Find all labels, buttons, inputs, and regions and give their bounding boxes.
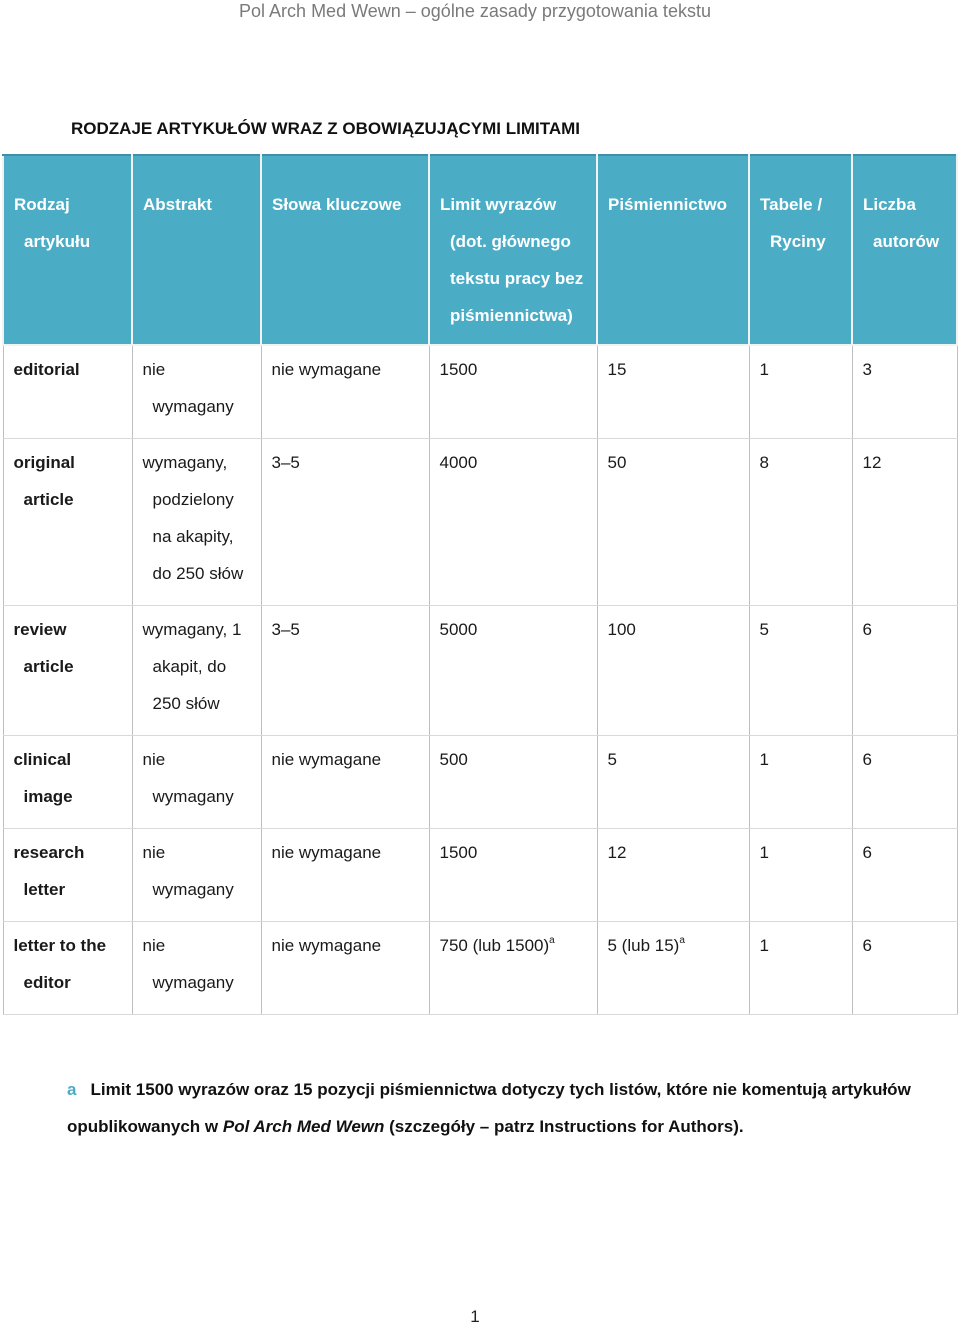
- cell-abstract: nie wymagany: [132, 828, 261, 921]
- cell-authors: 3: [852, 345, 957, 438]
- table-row: [3, 921, 957, 1014]
- cell-keywords: nie wymagane: [261, 921, 429, 1014]
- col-header-authors: Liczba autorów: [852, 155, 957, 345]
- table-header-row: [3, 155, 957, 345]
- footnote-text-end: (szczegóły – patrz Instructions for Authors).: [384, 1117, 744, 1136]
- page-number: 1: [470, 1307, 480, 1326]
- cell-tables: 1: [749, 921, 852, 1014]
- footnote-text: Limit 1500 wyrazów oraz 15 pozycji piśmiennictwa dotyczy tych listów, które nie komentują artykułów opublikowanych w: [67, 1080, 911, 1136]
- cell-word-limit: 1500: [429, 828, 597, 921]
- col-header-keywords: Słowa kluczowe: [261, 155, 429, 345]
- cell-type: review article: [3, 605, 132, 735]
- cell-abstract: wymagany, 1 akapit, do 250 słów: [132, 605, 261, 735]
- cell-type: original article: [3, 438, 132, 605]
- cell-tables: 1: [749, 735, 852, 828]
- cell-type: editorial: [3, 345, 132, 438]
- cell-abstract: nie wymagany: [132, 735, 261, 828]
- cell-word-limit: 1500: [429, 345, 597, 438]
- cell-word-limit: 500: [429, 735, 597, 828]
- cell-type: clinical image: [3, 735, 132, 828]
- cell-keywords: 3–5: [261, 605, 429, 735]
- article-limits-table: [2, 154, 958, 1015]
- cell-abstract: wymagany, podzielony na akapity, do 250 słów: [132, 438, 261, 605]
- journal-name: Pol Arch Med Wewn: [222, 1117, 385, 1136]
- cell-authors: 6: [852, 605, 957, 735]
- footnote-ref: a: [679, 934, 685, 946]
- col-header-type: Rodzaj artykułu: [3, 155, 132, 345]
- cell-word-limit: 5000: [429, 605, 597, 735]
- cell-references: 5 (lub 15)$^a$: [597, 921, 749, 1014]
- cell-authors: 6: [852, 735, 957, 828]
- running-header: Pol Arch Med Wewn – ogólne zasady przygotowania tekstu: [239, 1, 711, 21]
- footnote-mark: a: [67, 1080, 77, 1099]
- cell-authors: 12: [852, 438, 957, 605]
- table-row: [3, 438, 957, 605]
- cell-abstract: nie wymagany: [132, 921, 261, 1014]
- cell-references: 100: [597, 605, 749, 735]
- cell-authors: 6: [852, 828, 957, 921]
- section-title: RODZAJE ARTYKUŁÓW WRAZ Z OBOWIĄZUJĄCYMI LIMITAMI: [71, 119, 581, 138]
- cell-references: 15: [597, 345, 749, 438]
- cell-keywords: nie wymagane: [261, 828, 429, 921]
- col-header-tables: Tabele / Ryciny: [749, 155, 852, 345]
- cell-abstract: nie wymagany: [132, 345, 261, 438]
- cell-tables: 1: [749, 345, 852, 438]
- cell-references: 5: [597, 735, 749, 828]
- table-row: [3, 735, 957, 828]
- cell-authors: 6: [852, 921, 957, 1014]
- cell-word-limit: 4000: [429, 438, 597, 605]
- table-row: [3, 605, 957, 735]
- table-row: [3, 828, 957, 921]
- cell-type: research letter: [3, 828, 132, 921]
- cell-keywords: nie wymagane: [261, 735, 429, 828]
- footnote: [67, 1071, 927, 1145]
- cell-type: letter to the editor: [3, 921, 132, 1014]
- col-header-abstract: Abstrakt: [132, 155, 261, 345]
- table-row: [3, 345, 957, 438]
- cell-tables: 1: [749, 828, 852, 921]
- col-header-word-limit: Limit wyrazów (dot. głównego tekstu pracy bez piśmiennictwa): [429, 155, 597, 345]
- cell-tables: 8: [749, 438, 852, 605]
- cell-references: 50: [597, 438, 749, 605]
- cell-tables: 5: [749, 605, 852, 735]
- cell-references: 12: [597, 828, 749, 921]
- cell-keywords: nie wymagane: [261, 345, 429, 438]
- footnote-ref: a: [549, 934, 555, 946]
- cell-keywords: 3–5: [261, 438, 429, 605]
- cell-word-limit: 750 (lub 1500)$^a$: [429, 921, 597, 1014]
- col-header-references: Piśmiennictwo: [597, 155, 749, 345]
